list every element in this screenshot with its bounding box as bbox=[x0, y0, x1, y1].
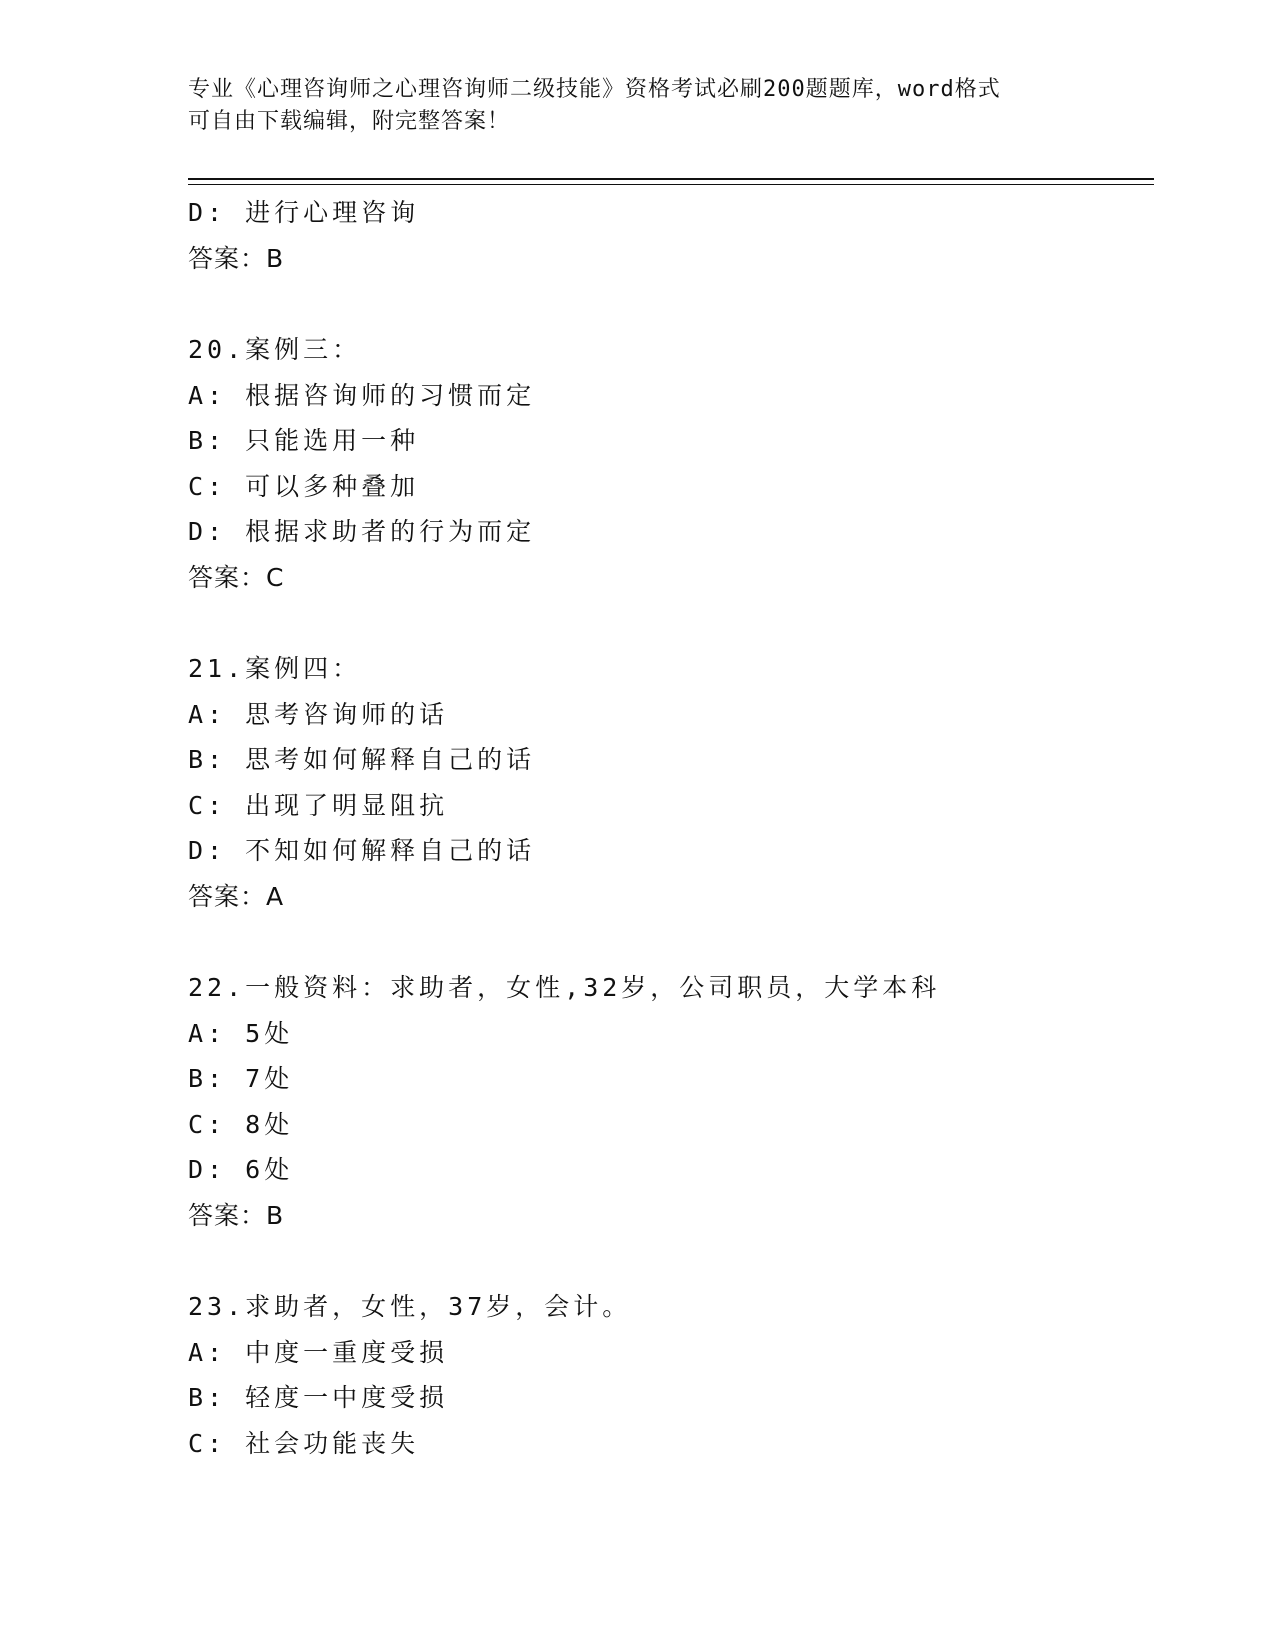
option-c: C: 8处 bbox=[188, 1109, 294, 1139]
question-title: 23.求助者，女性，37岁，会计。 bbox=[188, 1292, 632, 1321]
answer-line: 答案：C bbox=[188, 562, 285, 592]
question-21 bbox=[188, 646, 1148, 919]
question-22 bbox=[188, 965, 1148, 1238]
question-title: 22.一般资料：求助者，女性,32岁，公司职员，大学本科 bbox=[188, 973, 941, 1002]
question-title: 21.案例四： bbox=[188, 654, 362, 683]
option-a: A: 思考咨询师的话 bbox=[188, 699, 449, 729]
option-c: C: 出现了明显阻抗 bbox=[188, 790, 449, 820]
header-rule-thick bbox=[188, 178, 1154, 180]
option-c: C: 社会功能丧失 bbox=[188, 1428, 420, 1458]
option-a: A: 中度一重度受损 bbox=[188, 1337, 449, 1367]
option-b: B: 只能选用一种 bbox=[188, 426, 420, 455]
question-list bbox=[188, 190, 1148, 1466]
option-d: D: 6处 bbox=[188, 1155, 294, 1184]
document-header bbox=[188, 74, 1088, 138]
answer-line: 答案：B bbox=[188, 1200, 285, 1230]
header-rule-thin bbox=[188, 184, 1154, 185]
option-b: B: 思考如何解释自己的话 bbox=[188, 745, 536, 774]
option-d: D: 根据求助者的行为而定 bbox=[188, 517, 536, 546]
option-d: D: 不知如何解释自己的话 bbox=[188, 836, 536, 865]
option-a: A: 5处 bbox=[188, 1018, 294, 1048]
option-d: D: 进行心理咨询 bbox=[188, 198, 420, 227]
option-b: B: 轻度一中度受损 bbox=[188, 1383, 449, 1412]
question-20 bbox=[188, 327, 1148, 600]
question-title: 20.案例三： bbox=[188, 335, 362, 364]
question-23 bbox=[188, 1284, 1148, 1466]
header-line-2: 可自由下载编辑，附完整答案！ bbox=[188, 109, 511, 134]
option-c: C: 可以多种叠加 bbox=[188, 471, 420, 501]
answer-line: 答案：B bbox=[188, 243, 285, 273]
option-b: B: 7处 bbox=[188, 1064, 294, 1093]
header-line-1: 专业《心理咨询师之心理咨询师二级技能》资格考试必刷200题题库，word格式 bbox=[188, 77, 1001, 102]
answer-line: 答案：A bbox=[188, 881, 285, 911]
option-a: A: 根据咨询师的习惯而定 bbox=[188, 380, 536, 410]
